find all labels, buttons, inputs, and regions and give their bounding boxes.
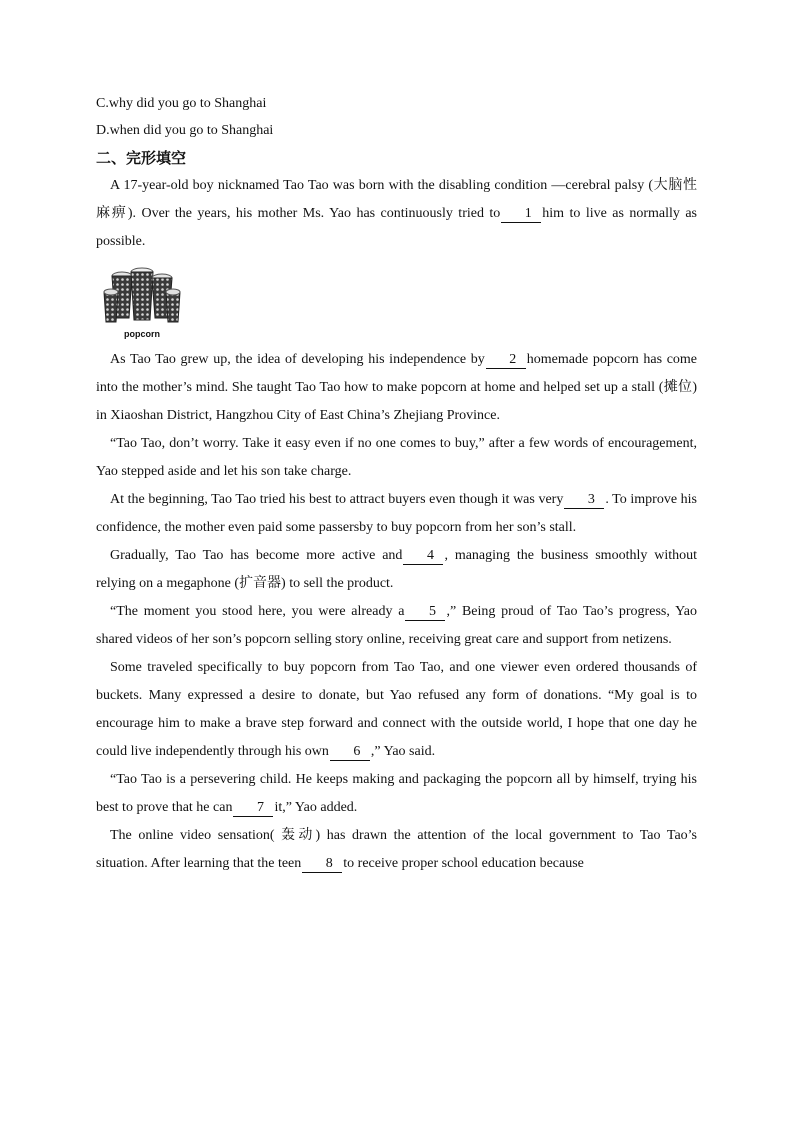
paragraph-text: him to live as normally as possible. [96, 206, 698, 249]
paragraph-text: Gradually, Tao Tao has become more active and [110, 548, 403, 563]
paragraph-text: ,” Being proud of Tao Tao’s progress, Yao shared videos of her son’s popcorn selling story online, receiving great care and support from netizens. [96, 604, 697, 647]
blank-5: 5 [405, 604, 445, 621]
figure-caption: popcorn [124, 329, 160, 339]
blank-1: 1 [501, 206, 541, 223]
paragraph-4 [96, 486, 697, 542]
paragraph-7 [96, 654, 697, 766]
paragraph-3: “Tao Tao, don’t worry. Take it easy even if no one comes to buy,” after a few words of encouragement, Yao stepped aside and let his son take charge. [96, 436, 697, 479]
paragraph-text: to receive proper school education because [343, 856, 584, 871]
paragraph-5 [96, 542, 697, 598]
paragraph-9 [96, 822, 697, 878]
paragraph-text: homemade popcorn has come into the mother’s mind. She taught Tao Tao how to make popcorn at home and helped set up a stall (摊位) in Xiaoshan District, Hangzhou City of East China’s Zhejiang Province. [96, 352, 698, 423]
paragraph-text: “The moment you stood here, you were already a [110, 604, 405, 619]
paragraph-6 [96, 598, 697, 654]
paragraph-text: A 17-year-old boy nicknamed Tao Tao was born with the disabling condition —cerebral palsy (大脑性麻痹). Over the years, his mother Ms. Yao has continuously tried to [96, 178, 697, 221]
paragraph-1 [96, 172, 697, 256]
paragraph-text: The online video sensation( 轰动) has drawn the attention of the local government to Tao Tao’s situation. After learning that the teen [96, 828, 697, 871]
option-c: C.why did you go to Shanghai [96, 96, 267, 111]
section-heading: 二、完形填空 [96, 149, 187, 167]
paragraph-text: ,” Yao said. [370, 744, 436, 759]
blank-7: 7 [233, 800, 273, 817]
paragraph-text: Some traveled specifically to buy popcorn from Tao Tao, and one viewer even ordered thousands of buckets. Many expressed a desire to donate, but Yao refused any form of donations. “My goal is to encourage him to make a brave step forward and connect with the outside world, I hope that one day he could live independently through his own [96, 660, 697, 759]
paragraph-text: it,” Yao added. [274, 800, 358, 815]
blank-6: 6 [330, 744, 370, 761]
blank-4: 4 [403, 548, 443, 565]
paragraph-text: , managing the business smoothly without relying on a megaphone (扩音器) to sell the product. [96, 548, 698, 591]
paragraph-text: “Tao Tao is a persevering child. He keeps making and packaging the popcorn all by himself, trying his best to prove that he can [96, 772, 697, 815]
document-content [96, 94, 697, 878]
paragraph-text: . To improve his confidence, the mother even paid some passersby to buy popcorn from her son’s stall. [96, 492, 697, 535]
option-d: D.when did you go to Shanghai [96, 123, 274, 138]
paragraph-2 [96, 346, 697, 430]
paragraph-text: As Tao Tao grew up, the idea of developing his independence by [110, 352, 485, 367]
blank-2: 2 [486, 352, 526, 369]
blank-8: 8 [302, 856, 342, 873]
paragraph-text: At the beginning, Tao Tao tried his best to attract buyers even though it was very [110, 492, 564, 507]
blank-3: 3 [564, 492, 604, 509]
popcorn-buckets-image [100, 262, 184, 326]
paragraph-8 [96, 766, 697, 822]
popcorn-figure [100, 262, 184, 340]
